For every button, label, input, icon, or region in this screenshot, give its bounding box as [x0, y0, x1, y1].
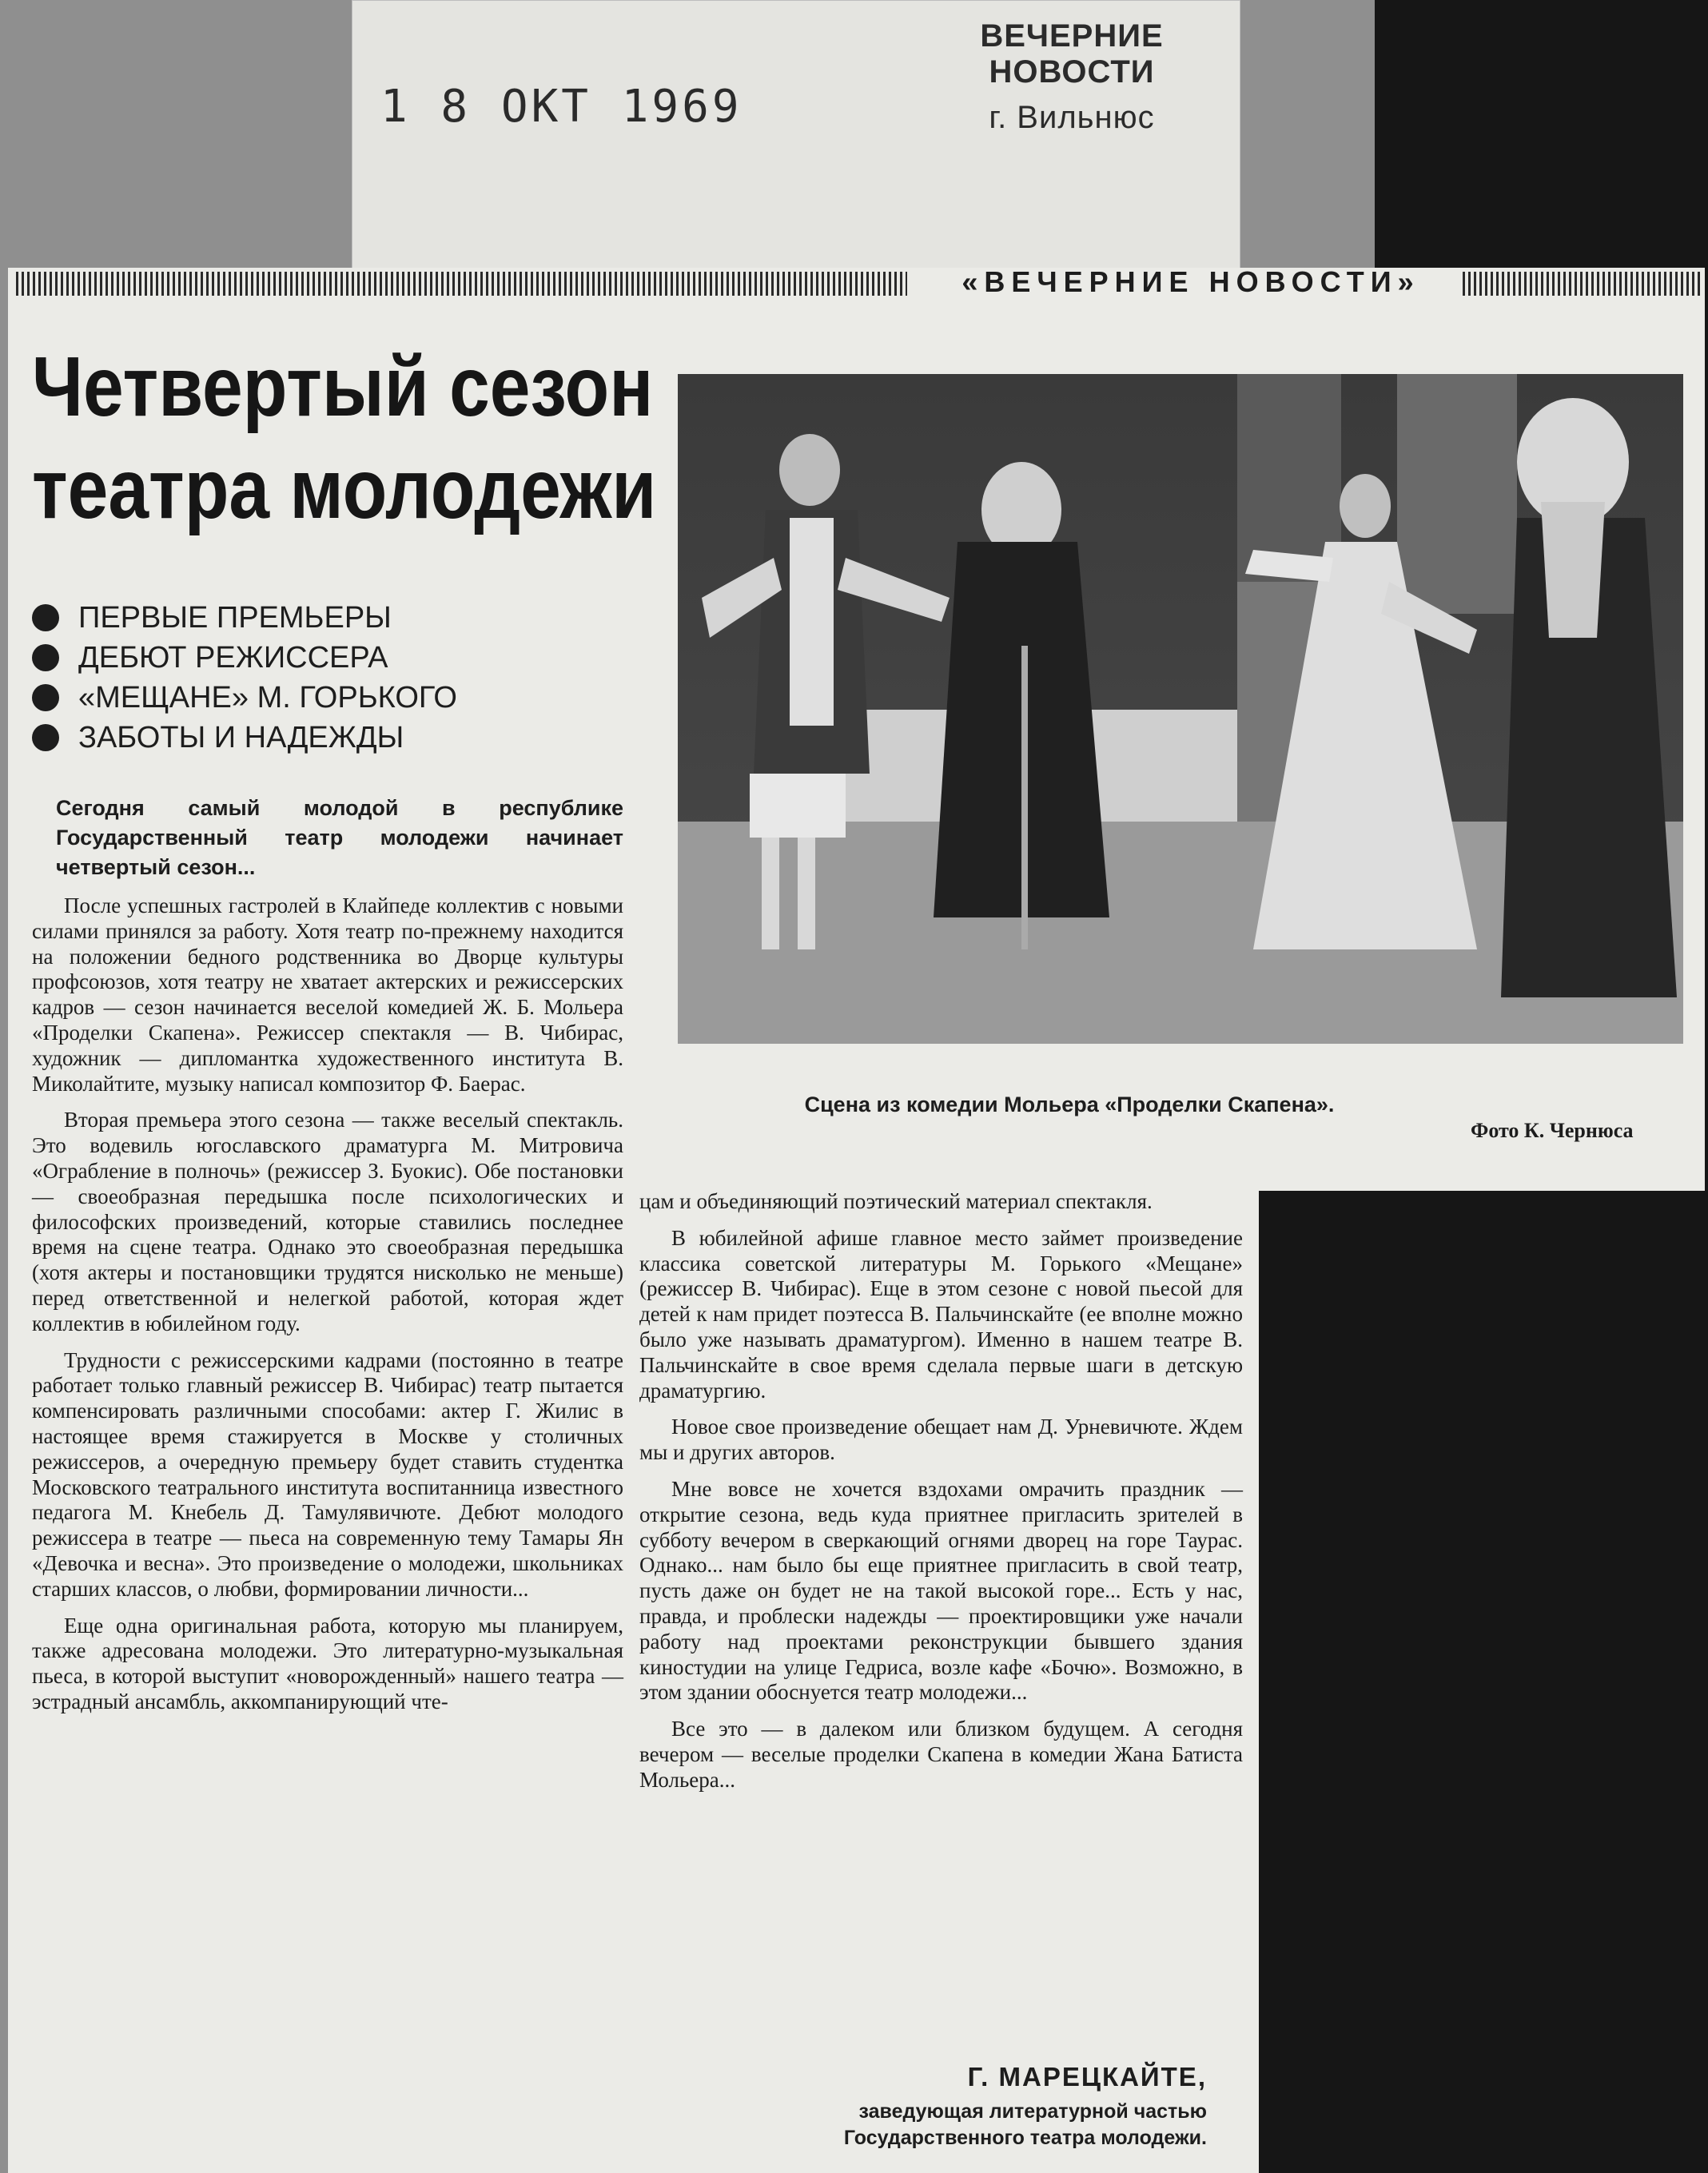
headline: [32, 336, 657, 540]
masthead-rule-left: [16, 272, 907, 296]
headline-line-1: Четвертый сезон: [32, 340, 654, 434]
clipping-cutout: [1259, 1191, 1706, 2173]
archive-stamp: [352, 0, 1240, 269]
lead-paragraph: Сегодня самый молодой в республике Государственный театр молодежи начинает четвертый сезон...: [56, 796, 623, 879]
subhead-item: ДЕБЮТ РЕЖИССЕРА: [32, 638, 457, 678]
author-signature: [719, 2062, 1207, 2151]
masthead: «ВЕЧЕРНИЕ НОВОСТИ»: [961, 265, 1420, 298]
bullet-icon: [32, 724, 59, 751]
author-role-line-1: заведующая литературной частью: [858, 2100, 1207, 2123]
article-column-1: [32, 893, 623, 1726]
bullet-icon: [32, 644, 59, 671]
stamp-paper-name: ВЕЧЕРНИЕ НОВОСТИ: [980, 18, 1164, 90]
paragraph: Еще одна оригинальная работа, которую мы планируем, также адресована молодежи. Это литературно-музыкальная пьеса, в которой выступит «новорожденный» нашего театра — эстрадный ансамбль, аккомпанирующий чте-: [32, 1613, 623, 1713]
stamp-date: 1 8 ОКТ 1969: [380, 81, 743, 133]
author-role: [719, 2099, 1207, 2151]
author-role-line-2: Государственного театра молодежи.: [843, 2127, 1207, 2149]
article-column-2: [639, 1189, 1243, 1805]
subhead-item: ЗАБОТЫ И НАДЕЖДЫ: [32, 718, 457, 758]
bullet-icon: [32, 684, 59, 711]
stage-photo-image: [678, 374, 1683, 1044]
stamp-city: г. Вильнюс: [989, 100, 1155, 135]
paragraph: Мне вовсе не хочется вздохами омрачить праздник — открытие сезона, ведь куда приятнее пригласить зрителей в субботу вечером в сверкающий огнями дворец на горе Таурас. Однако... нам было бы еще приятнее пригласить в свой театр, пусть даже он будет не на такой высокой горе... Есть у нас, правда, и проблески надежды — проектировщики уже начали работу над проектами реконструкции бывшего здания киностудии на улице Гедриса, возле кафе «Бочю». Возможно, в этом здании обоснуется театр молодежи...: [639, 1476, 1243, 1705]
author-name: Г. МАРЕЦКАЙТЕ,: [967, 2062, 1207, 2091]
photo-credit: Фото К. Чернюса: [1471, 1119, 1634, 1142]
paragraph: Трудности с режиссерскими кадрами (постоянно в театре работает только главный режиссер В. Чибирас) театр пытается компенсировать различными способами: актер Г. Жилис в настоящее время стажируется в Москве у столичных режиссеров, а очередную премьеру будет ставить студентка Московского театрального института воспитанница известного педагога М. Кнебель Д. Тамулявичюте. Дебют молодого режиссера в театре — пьеса на современную тему Тамары Ян «Девочка и весна». Это произведение о молодежи, школьниках старших классов, о любви, формировании личности...: [32, 1347, 623, 1601]
subheads-list: [32, 598, 457, 758]
paragraph: Вторая премьера этого сезона — также веселый спектакль. Это водевиль югославского драматурга М. Митровича «Ограбление в полночь» (режиссер З. Буокис). Обе постановки — своеобразная передышка после психологических и философских произведений, которые ставились последнее время на сцене театра. Однако это своеобразная передышка (хотя актеры и постановщики трудятся нисколько не меньше) перед ответственной и нелегкой работой, которая ждет коллектив в юбилейном году.: [32, 1108, 623, 1335]
subhead-item: ПЕРВЫЕ ПРЕМЬЕРЫ: [32, 598, 457, 638]
subhead-item: «МЕЩАНЕ» М. ГОРЬКОГО: [32, 678, 457, 718]
headline-line-2: театра молодежи: [32, 442, 657, 536]
masthead-rule-right: [1463, 272, 1702, 296]
paragraph: Все это — в далеком или близком будущем. А сегодня вечером — веселые проделки Скапена в комедии Жана Батиста Мольера...: [639, 1717, 1243, 1792]
photo-caption: Сцена из комедии Мольера «Проделки Скапена».: [804, 1092, 1335, 1116]
stage-photo: [678, 374, 1683, 1044]
paragraph: После успешных гастролей в Клайпеде коллектив с новыми силами принялся за работу. Хотя театр по-прежнему находится на положении бедного родственника во Дворце культуры профсоюзов, хотя театру не хватает актерских и режиссерских кадров — сезон начинается веселой комедией Ж. Б. Мольера «Проделки Скапена». Режиссер спектакля — В. Чибирас, художник — дипломантка художественного института В. Миколайтите, музыку написал композитор Ф. Баерас.: [32, 893, 623, 1096]
paragraph: цам и объединяющий поэтический материал спектакля.: [639, 1189, 1153, 1213]
bullet-icon: [32, 604, 59, 631]
paragraph: В юбилейной афише главное место займет произведение классика советской литературы М. Горького «Мещане» (режиссер В. Чибирас). Еще в этом сезоне с новой пьесой для детей к нам придет поэтесса В. Пальчинскайте (ее вполне можно было уже называть драматургом). Именно в нашем театре В. Пальчинскайте в свое время сделала первые шаги в детскую драматургию.: [639, 1225, 1243, 1403]
stamp-paper: [912, 18, 1232, 136]
paragraph: Новое свое произведение обещает нам Д. Урневичюте. Ждем мы и других авторов.: [639, 1415, 1243, 1465]
